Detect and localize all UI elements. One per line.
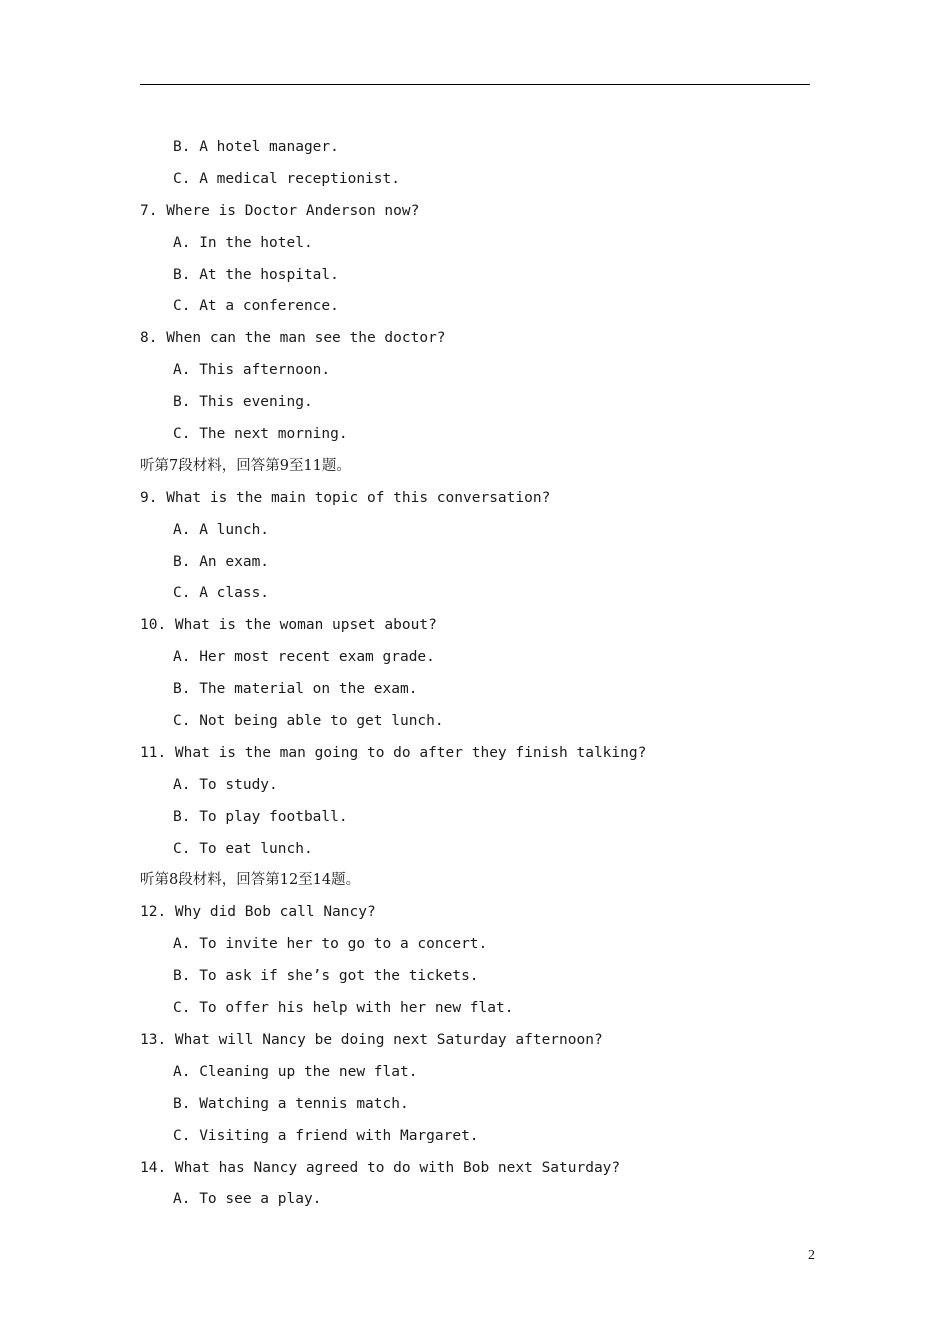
answer-option: A. To see a play.	[173, 1191, 322, 1208]
answer-option: B. The material on the exam.	[173, 681, 418, 698]
answer-option: A. In the hotel.	[173, 234, 313, 251]
answer-option: C. Not being able to get lunch.	[173, 713, 444, 730]
answer-option: A. Her most recent exam grade.	[173, 649, 435, 666]
answer-option: A. A lunch.	[173, 521, 270, 538]
question-text: 7. Where is Doctor Anderson now?	[140, 202, 420, 219]
answer-option: B. A hotel manager.	[173, 139, 339, 155]
question-text: 9. What is the main topic of this conversation?	[140, 489, 551, 506]
answer-option: A. Cleaning up the new flat.	[173, 1063, 418, 1080]
question-text: 12. Why did Bob call Nancy?	[140, 904, 376, 921]
section-instruction: 听第7段材料，回答第9至11题。	[140, 457, 351, 474]
answer-option: A. To study.	[173, 776, 278, 793]
header-rule	[140, 84, 810, 85]
question-text: 13. What will Nancy be doing next Saturday afternoon?	[140, 1031, 603, 1048]
section-instruction: 听第8段材料，回答第12至14题。	[140, 872, 361, 889]
page-number: 2	[808, 1248, 815, 1263]
answer-option: B. To ask if she’s got the tickets.	[173, 968, 479, 985]
question-text: 8. When can the man see the doctor?	[140, 330, 446, 347]
answer-option: C. Visiting a friend with Margaret.	[173, 1127, 479, 1144]
answer-option: B. Watching a tennis match.	[173, 1095, 409, 1112]
answer-option: B. This evening.	[173, 394, 313, 411]
answer-option: B. To play football.	[173, 808, 348, 825]
answer-option: B. An exam.	[173, 553, 270, 570]
question-text: 10. What is the woman upset about?	[140, 617, 437, 634]
answer-option: C. A medical receptionist.	[173, 170, 400, 187]
answer-option: B. At the hospital.	[173, 266, 339, 283]
question-text: 14. What has Nancy agreed to do with Bob next Saturday?	[140, 1159, 621, 1176]
answer-option: C. The next morning.	[173, 426, 348, 443]
answer-option: C. To offer his help with her new flat.	[173, 1000, 514, 1017]
answer-option: C. At a conference.	[173, 298, 339, 315]
answer-option: C. To eat lunch.	[173, 840, 313, 857]
question-text: 11. What is the man going to do after they finish talking?	[140, 744, 647, 761]
answer-option: C. A class.	[173, 585, 270, 602]
answer-option: A. To invite her to go to a concert.	[173, 936, 488, 953]
answer-option: A. This afternoon.	[173, 362, 331, 379]
exam-content	[140, 132, 820, 1216]
